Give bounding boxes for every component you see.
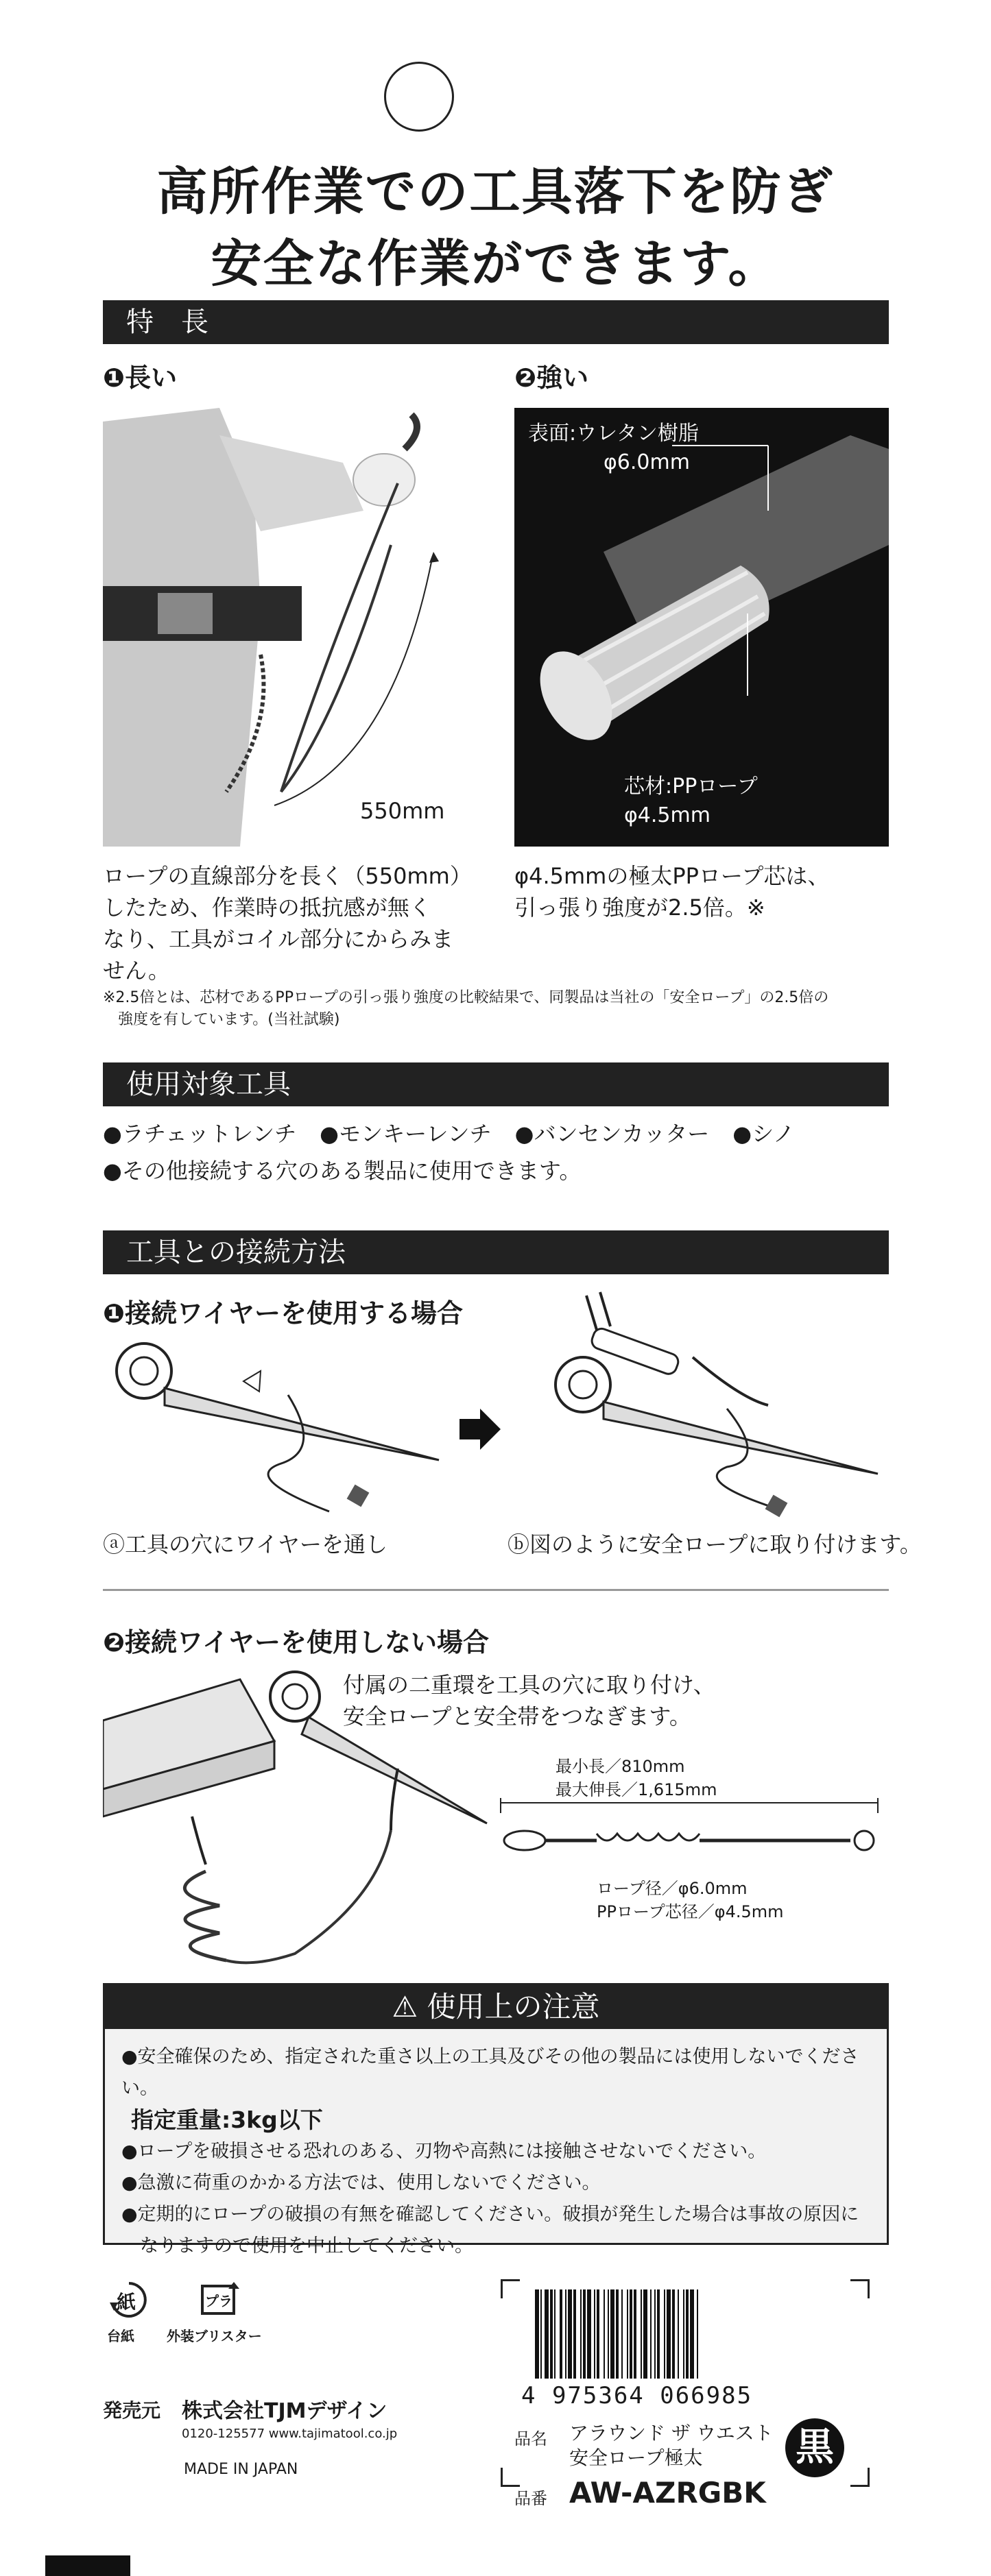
plastic-recycle-icon: プラ [195, 2279, 241, 2320]
product-code-label: 品番 [514, 2489, 547, 2508]
seller-name: 株式会社TJMデザイン [182, 2399, 387, 2423]
headline-line1: 高所作業での工具落下を防ぎ [156, 162, 835, 221]
caution-item: ●定期的にロープの破損の有無を確認してください。破損が発生した場合は事故の原因に [121, 2204, 859, 2225]
barcode-bar [535, 2289, 539, 2379]
arrow-right-icon [459, 1409, 501, 1450]
crop-mark [850, 2468, 870, 2487]
tools-list [103, 1117, 889, 1150]
measure-label: 550mm [360, 798, 445, 824]
crop-mark [501, 2279, 520, 2298]
barcode-bar [604, 2289, 605, 2379]
seller-label: 発売元 [103, 2399, 161, 2422]
surface-label: 表面:ウレタン樹脂 [528, 422, 699, 446]
tools-other: ●その他接続する穴のある製品に使用できます。 [103, 1158, 582, 1184]
barcode-bar [654, 2289, 656, 2379]
barcode-bar [565, 2289, 566, 2379]
color-badge: 黒 [785, 2418, 844, 2477]
seller-contact: 0120-125577 www.tajimatool.co.jp [182, 2427, 398, 2441]
tool-item: ●モンキーレンチ [320, 1121, 492, 1147]
caution-item: ●ロープを破損させる恐れのある、刃物や高熱には接触させないでください。 [121, 2141, 767, 2162]
product-code: AW-AZRGBK [569, 2476, 766, 2510]
bottom-tab [45, 2555, 130, 2576]
barcode-bar [686, 2289, 689, 2379]
features-bar: 特 長 [103, 300, 889, 344]
barcode-bar [643, 2289, 647, 2379]
rope-diameter: ロープ径／φ6.0mm [597, 1879, 748, 1898]
caution-title: ⚠ 使用上の注意 [105, 1985, 887, 2029]
barcode-digits: 4 975364 066985 [521, 2382, 753, 2409]
core-diameter: PPロープ芯径／φ4.5mm [597, 1902, 784, 1921]
barcode-bar [560, 2289, 562, 2379]
without-wire-heading: ❷接続ワイヤーを使用しない場合 [103, 1627, 490, 1657]
barcode-bar [583, 2289, 586, 2379]
barcode-bar [610, 2289, 614, 2379]
section-divider [103, 1589, 889, 1591]
without-wire-desc: 付属の二重環を工具の穴に取り付け、 安全ロープと安全帯をつなぎます。 [343, 1672, 715, 1729]
crop-mark [850, 2279, 870, 2298]
barcode-bar [568, 2289, 572, 2379]
surface-size: φ6.0mm [604, 450, 690, 474]
barcode-bar [540, 2289, 542, 2379]
rope-product-illustration [494, 1793, 889, 1868]
barcode-bar [580, 2289, 582, 2379]
barcode-bar [630, 2289, 632, 2379]
caution-item: ●急激に荷重のかかる方法では、使用しないでください。 [121, 2172, 601, 2194]
connect-bar: 工具との接続方法 [103, 1230, 889, 1274]
barcode-bar [627, 2289, 628, 2379]
feature-note: ※2.5倍とは、芯材であるPPロープの引っ張り強度の比較結果で、同製品は当社の「安全ロープ」の2.5倍の 強度を有しています。(当社試験) [103, 989, 829, 1028]
barcode-bar [683, 2289, 684, 2379]
wire-step-b-illustration [535, 1289, 889, 1522]
barcode-bar [667, 2289, 671, 2379]
barcode-bar [597, 2289, 599, 2379]
tool-item: ●バンセンカッター [514, 1121, 710, 1147]
max-length: 最大伸長／1,615mm [556, 1780, 717, 1799]
hanging-hole [384, 62, 454, 132]
paper-recycle-icon: 紙 [108, 2279, 150, 2320]
feature-strong-heading: ❷強い [514, 363, 589, 393]
barcode-bar [641, 2289, 642, 2379]
crop-mark [501, 2468, 520, 2487]
barcode-bar [697, 2289, 698, 2379]
barcode-bar [550, 2289, 553, 2379]
caution-box [103, 1983, 889, 2257]
barcode-bar [594, 2289, 595, 2379]
feature-long-text: ロープの直線部分を長く（550mm） したため、作業時の抵抗感が無く なり、工具がコイル部分にからみま せん。 [103, 863, 472, 984]
feature-strong-text: φ4.5mmの極太PPロープ芯は、 引っ張り強度が2.5倍。※ [514, 863, 830, 921]
plastic-label: 外装ブリスター [167, 2328, 262, 2344]
caution-list [105, 2029, 887, 2269]
tool-item: ●ラチェットレンチ [103, 1121, 297, 1147]
caution-weight: 指定重量:3kg以下 [131, 2106, 323, 2133]
barcode-bar [573, 2289, 576, 2379]
core-label: 芯材:PPロープ [624, 775, 758, 799]
caution-item: ●安全確保のため、指定された重さ以上の工具及びその他の製品には使用しないでください。 [121, 2046, 859, 2099]
barcode-bar [664, 2289, 665, 2379]
barcode [535, 2289, 850, 2379]
product-name-label: 品名 [514, 2429, 547, 2449]
barcode-bar [608, 2289, 609, 2379]
feature-long-heading: ❶長い [103, 363, 178, 393]
headline-line2: 安全な作業ができます。 [211, 234, 780, 293]
product-name: アラウンド ザ ウエスト 安全ロープ極太 [569, 2422, 774, 2469]
barcode-bar [616, 2289, 619, 2379]
min-length: 最小長／810mm [556, 1757, 685, 1776]
wire-step-b-caption: ⓑ図のように安全ロープに取り付けます。 [508, 1531, 922, 1557]
paper-label: 台紙 [107, 2328, 134, 2344]
barcode-bar [545, 2289, 549, 2379]
barcode-bar [672, 2289, 675, 2379]
barcode-bar [690, 2289, 694, 2379]
barcode-bar [657, 2289, 660, 2379]
barcode-bar [634, 2289, 636, 2379]
barcode-bar [650, 2289, 652, 2379]
wire-step-a-caption: ⓐ工具の穴にワイヤーを通し [103, 1531, 388, 1557]
barcode-bar [678, 2289, 679, 2379]
worker-photo [103, 408, 439, 847]
barcode-bar [621, 2289, 623, 2379]
caution-item: なりますので使用を中止してください。 [121, 2235, 473, 2257]
made-in-label: MADE IN JAPAN [184, 2461, 298, 2478]
diameter-specs [597, 1877, 784, 1923]
barcode-bar [587, 2289, 591, 2379]
wire-step-a-illustration [103, 1340, 446, 1518]
barcode-bar [554, 2289, 556, 2379]
core-size: φ4.5mm [624, 803, 711, 827]
with-wire-heading: ❶接続ワイヤーを使用する場合 [103, 1298, 464, 1328]
tools-bar: 使用対象工具 [103, 1062, 889, 1106]
tool-item: ●シノ [732, 1121, 795, 1147]
